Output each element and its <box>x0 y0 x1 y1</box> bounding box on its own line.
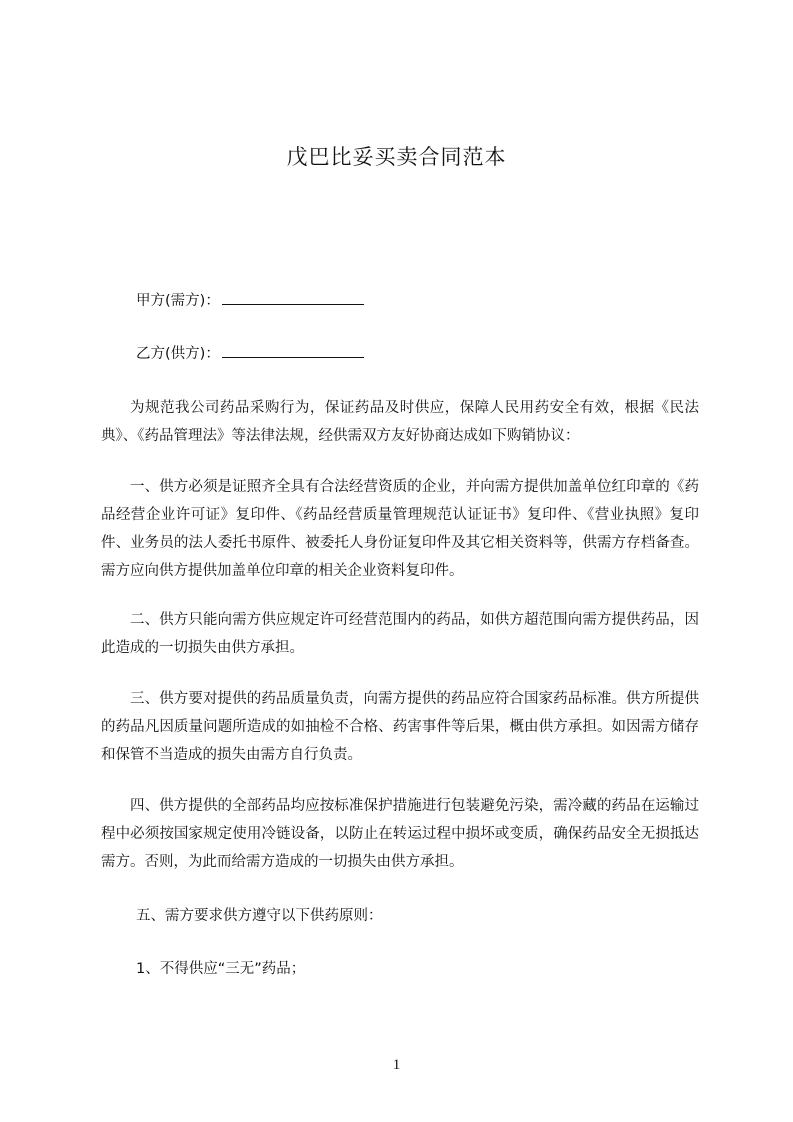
page-number: 1 <box>392 1057 401 1073</box>
clause-two-paragraph: 二、供方只能向需方供应规定许可经营范围内的药品，如供方超范围向需方提供药品，因此造成的一切损失由供方承担。 <box>101 612 699 656</box>
party-b-blank-field[interactable] <box>222 343 364 358</box>
clause-four-paragraph: 四、供方提供的全部药品均应按标准保护措施进行包装避免污染，需冷藏的药品在运输过程中必须按国家规定使用冷链设备，以防止在转运过程中损坏或变质，确保药品安全无损抵达需方。否则，为此而给需方造成的一切损失由供方承担。 <box>101 798 699 870</box>
clause-one-paragraph: 一、供方必须是证照齐全具有合法经营资质的企业，并向需方提供加盖单位红印章的《药品经营企业许可证》复印件、《药品经营质量管理规范认证证书》复印件、《营业执照》复印件、业务员的法人委托书原件、被委托人身份证复印件及其它相关资料等，供需方存档备查。需方应向供方提供加盖单位印章的相关企业资料复印件。 <box>101 479 699 579</box>
preamble-paragraph: 为规范我公司药品采购行为，保证药品及时供应，保障人民用药安全有效，根据《民法典》、《药品管理法》等法律法规，经供需双方友好协商达成如下购销协议： <box>101 400 699 444</box>
party-a-line <box>136 290 364 312</box>
document-title: 戊巴比妥买卖合同范本 <box>286 145 507 169</box>
party-a-blank-field[interactable] <box>222 290 364 305</box>
clause-five-sub-item-1: 1、不得供应“三无”药品； <box>136 961 306 977</box>
party-b-line <box>136 343 364 365</box>
clause-five-heading: 五、需方要求供方遵守以下供药原则： <box>136 908 383 924</box>
party-b-label: 乙方(供方)： <box>136 346 220 362</box>
clause-three-paragraph: 三、供方要对提供的药品质量负责，向需方提供的药品应符合国家药品标准。供方所提供的药品凡因质量问题所造成的如抽检不合格、药害事件等后果，概由供方承担。如因需方储存和保管不当造成的损失由需方自行负责。 <box>101 691 699 763</box>
party-a-label: 甲方(需方)： <box>136 293 220 309</box>
